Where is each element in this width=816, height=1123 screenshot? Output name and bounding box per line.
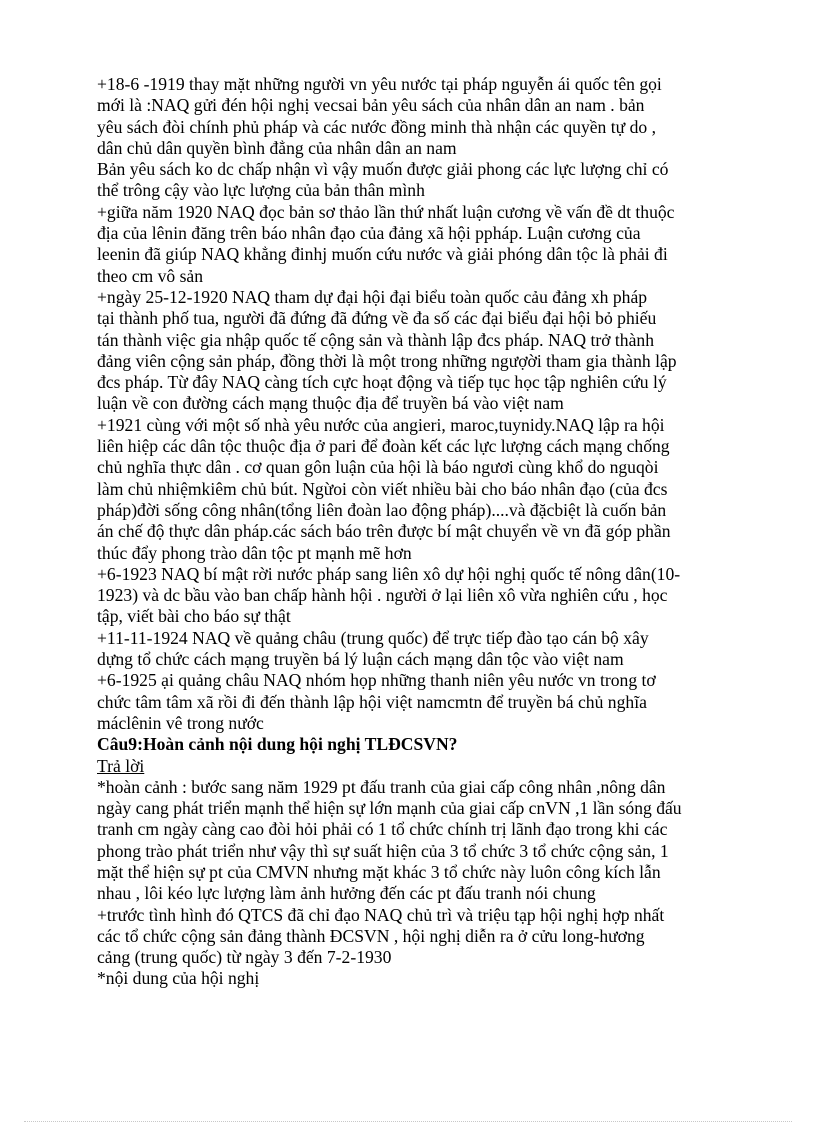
answer-label-text: Trả lời	[97, 755, 145, 776]
text-line: Bản yêu sách ko dc chấp nhận vì vậy muốn được giải phong các lực lượng chỉ có	[97, 159, 669, 180]
text-line: pháp)đời sống công nhân(tổng liên đoàn lao động pháp)....và đặcbiệt là cuốn bản	[97, 499, 667, 520]
page-border	[24, 1121, 792, 1122]
text-line: mới là :NAQ gửi đén hội nghị vecsai bản yêu sách của nhân dân an nam . bản	[97, 95, 645, 116]
text-line: luận về con đường cách mạng thuộc địa để truyền bá vào việt nam	[97, 393, 564, 414]
text-line: +18-6 -1919 thay mặt những người vn yêu nước tại pháp nguyễn ái quốc tên gọi	[97, 74, 662, 94]
text-line: đảng viên cộng sản pháp, đồng thời là một trong những ngượời tham gia thành lập	[97, 350, 677, 371]
text-line: các tổ chức cộng sản đảng thành ĐCSVN , hội nghị diễn ra ở cửu long-hương	[97, 925, 645, 946]
text-line: dân chủ dân quyền bình đẳng của nhân dân an nam	[97, 137, 457, 158]
text-line: +trước tình hình đó QTCS đã chỉ đạo NAQ chủ trì và triệu tạp hội nghị hợp nhất	[97, 904, 665, 925]
answer-label	[97, 756, 747, 777]
text-line: +giữa năm 1920 NAQ đọc bản sơ thảo lần thứ nhất luận cương về vấn đề dt thuộc	[97, 201, 675, 222]
text-line: theo cm vô sản	[97, 265, 204, 286]
text-line: *hoàn cảnh : bước sang năm 1929 pt đấu tranh của giai cấp công nhân ,nông dân	[97, 776, 666, 797]
text-line: liên hiệp các dân tộc thuộc địa ở pari để đoàn kết các lực lượng cách mạng chống	[97, 436, 670, 457]
text-line: *nội dung của hội nghị	[97, 968, 260, 989]
text-line: tập, viết bài cho báo sự thật	[97, 606, 291, 627]
text-line: tán thành việc gia nhập quốc tế cộng sản và thành lập đcs pháp. NAQ trở thành	[97, 329, 654, 350]
text-line: chức tâm tâm xã rồi đi đến thành lập hội việt namcmtn để truyền bá chủ nghĩa	[97, 691, 647, 712]
text-line: máclênin vê trong nước	[97, 712, 264, 733]
text-line: +11-11-1924 NAQ về quảng châu (trung quốc) để trực tiếp đào tạo cán bộ xây	[97, 627, 649, 648]
text-line: đcs pháp. Từ đây NAQ càng tích cực hoạt động và tiếp tục học tập nghiên cứu lý	[97, 372, 667, 393]
text-line: +1921 cùng với một số nhà yêu nước của angieri, maroc,tuynidy.NAQ lập ra hội	[97, 414, 665, 435]
text-line: địa của lênin đăng trên báo nhân đạo của đảng xã hội ppháp. Luận cương của	[97, 223, 641, 244]
text-line: yêu sách đòi chính phủ pháp và các nước đồng minh thà nhận các quyền tự do ,	[97, 116, 656, 137]
text-line: 1923) và dc bầu vào ban chấp hành hội . người ở lại liên xô vừa nghiên cứu , học	[97, 585, 668, 606]
text-line: dựng tổ chức cách mạng truyền bá lý luận cách mạng dân tộc vào việt nam	[97, 649, 624, 670]
text-line: mặt thể hiện sự pt của CMVN nhưng mặt khác 3 tổ chức này luôn công kích lẫn	[97, 861, 661, 882]
text-line: phong trào phát triển như vậy thì sự suất hiện của 3 tổ chức 3 tổ chức cộng sản, 1	[97, 840, 669, 861]
text-line: thúc đẩy phong trào dân tộc pt mạnh mẽ hơn	[97, 542, 412, 563]
text-line: tại thành phố tua, người đã đứng đã đứng về đa số các đại biểu đại hội bỏ phiếu	[97, 308, 657, 329]
text-line: +ngày 25-12-1920 NAQ tham dự đại hội đại biểu toàn quốc cảu đảng xh pháp	[97, 286, 648, 307]
text-line: +6-1923 NAQ bí mật rời nước pháp sang liên xô dự hội nghị quốc tế nông dân(10-	[97, 563, 681, 584]
question-heading: Câu9:Hoàn cảnh nội dung hội nghị TLĐCSVN?	[97, 734, 458, 755]
text-line: +6-1925 ại quảng châu NAQ nhóm họp những thanh niên yêu nước vn trong tơ	[97, 670, 656, 691]
text-line: thể trông cậy vào lực lượng của bản thân mình	[97, 180, 425, 201]
text-line: làm chủ nhiệmkiêm chủ bút. Ngừoi còn viết nhiều bài cho báo nhân đạo (của đcs	[97, 478, 668, 499]
document-body	[97, 74, 747, 990]
text-line: án chế độ thực dân pháp.các sách báo trên được bí mật chuyển về vn đã góp phần	[97, 521, 671, 542]
text-line: tranh cm ngày càng cao đòi hỏi phải có 1 tổ chức chính trị lãnh đạo trong khi các	[97, 819, 668, 840]
text-line: ngày cang phát triển mạnh thể hiện sự lớn mạnh của giai cấp cnVN ,1 lần sóng đấu	[97, 798, 682, 819]
text-line: chủ nghĩa thực dân . cơ quan gôn luận của hội là báo ngươi cùng khổ do nguqòi	[97, 457, 659, 478]
text-line: cảng (trung quốc) từ ngày 3 đến 7-2-1930	[97, 947, 392, 968]
text-line: nhau , lôi kéo lực lượng làm ảnh hưởng đến các pt đấu tranh nói chung	[97, 883, 596, 904]
text-line: leenin đã giúp NAQ khẳng đinhj muốn cứu nước và giải phóng dân tộc là phải đi	[97, 244, 668, 265]
